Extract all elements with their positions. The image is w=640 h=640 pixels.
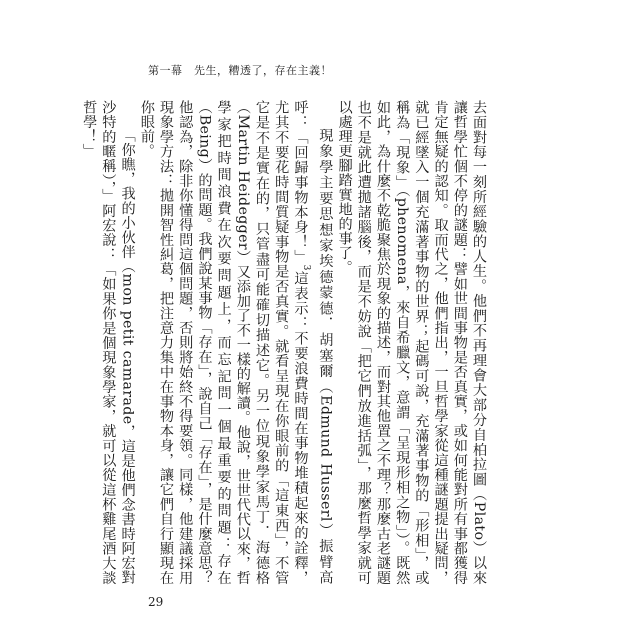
- paragraph-3: [79, 100, 137, 585]
- paragraph-2: [137, 100, 335, 585]
- page-number: 29: [148, 595, 164, 609]
- paragraph-2-text: 現象學主要思想家埃德蒙德．胡塞爾（Edmund Husserl）振臂高呼：「回歸事物本身！」: [292, 100, 334, 585]
- paragraph-1-text: 去面對每一刻所經驗的人生。他們不再理會大部分自柏拉圖（Plato）以來讓哲學忙個不停的謎題：譬如世間事物是否真實，或如何能對所有事都獲得肯定無疑的認知。取而代之，他們指出，一旦哲學家從這種謎題提出疑問，就已經墜入一個充滿著事物的世界；起碼可說，充滿著事物的「形相」，或稱為「現象」（phenomena，來自希臘文，意謂「呈現形相之物」）。既然如此，為什麼不乾脆聚焦於現象的描述，而對其他置之不理？那麼古老謎題也不是就此遭拋諸腦後，而是不妨說「把它們放進括弧」，那麼哲學家就可以處理更腳踏實地的事了。: [336, 100, 487, 585]
- vertical-body-text: [81, 100, 488, 585]
- paragraph-3-text: 「你瞧，我的小伙伴（mon petit camarade，這是他們念書時阿宏對沙特的暱稱），」阿宏說：「如果你是個現象學家，就可以從這杯雞尾酒大談哲學！」: [81, 100, 136, 585]
- paragraph-1: [334, 100, 488, 585]
- footnote-marker: 3: [301, 264, 312, 271]
- paragraph-2-text-continued: 這表示：不要浪費時間在事物堆積起來的詮釋，尤其不要花時間質疑事物是否真實。就看呈現在你眼前的「這東西」，不管它是不是實在的，只管盡可能確切描述它。另一位現象學家馬丁．海德格（Martin Heidegger）又添加了不一樣的解讀。他說，世世代代以來，哲學家把時間浪費在次要問題上，而忘記問一個最重要的問題：存在（Being）的問題。我們說某事物「存在」，說自己「存在」，是什麼意思？他認為，除非你懂得問這個問題，否則將始終不得要領。同樣，他建議採用現象學方法：拋開智性糾葛，把注意力集中在事物本身，讓它們自行顯現在你眼前。: [138, 100, 309, 585]
- running-header: 第一幕 先生，糟透了，存在主義！: [148, 64, 332, 77]
